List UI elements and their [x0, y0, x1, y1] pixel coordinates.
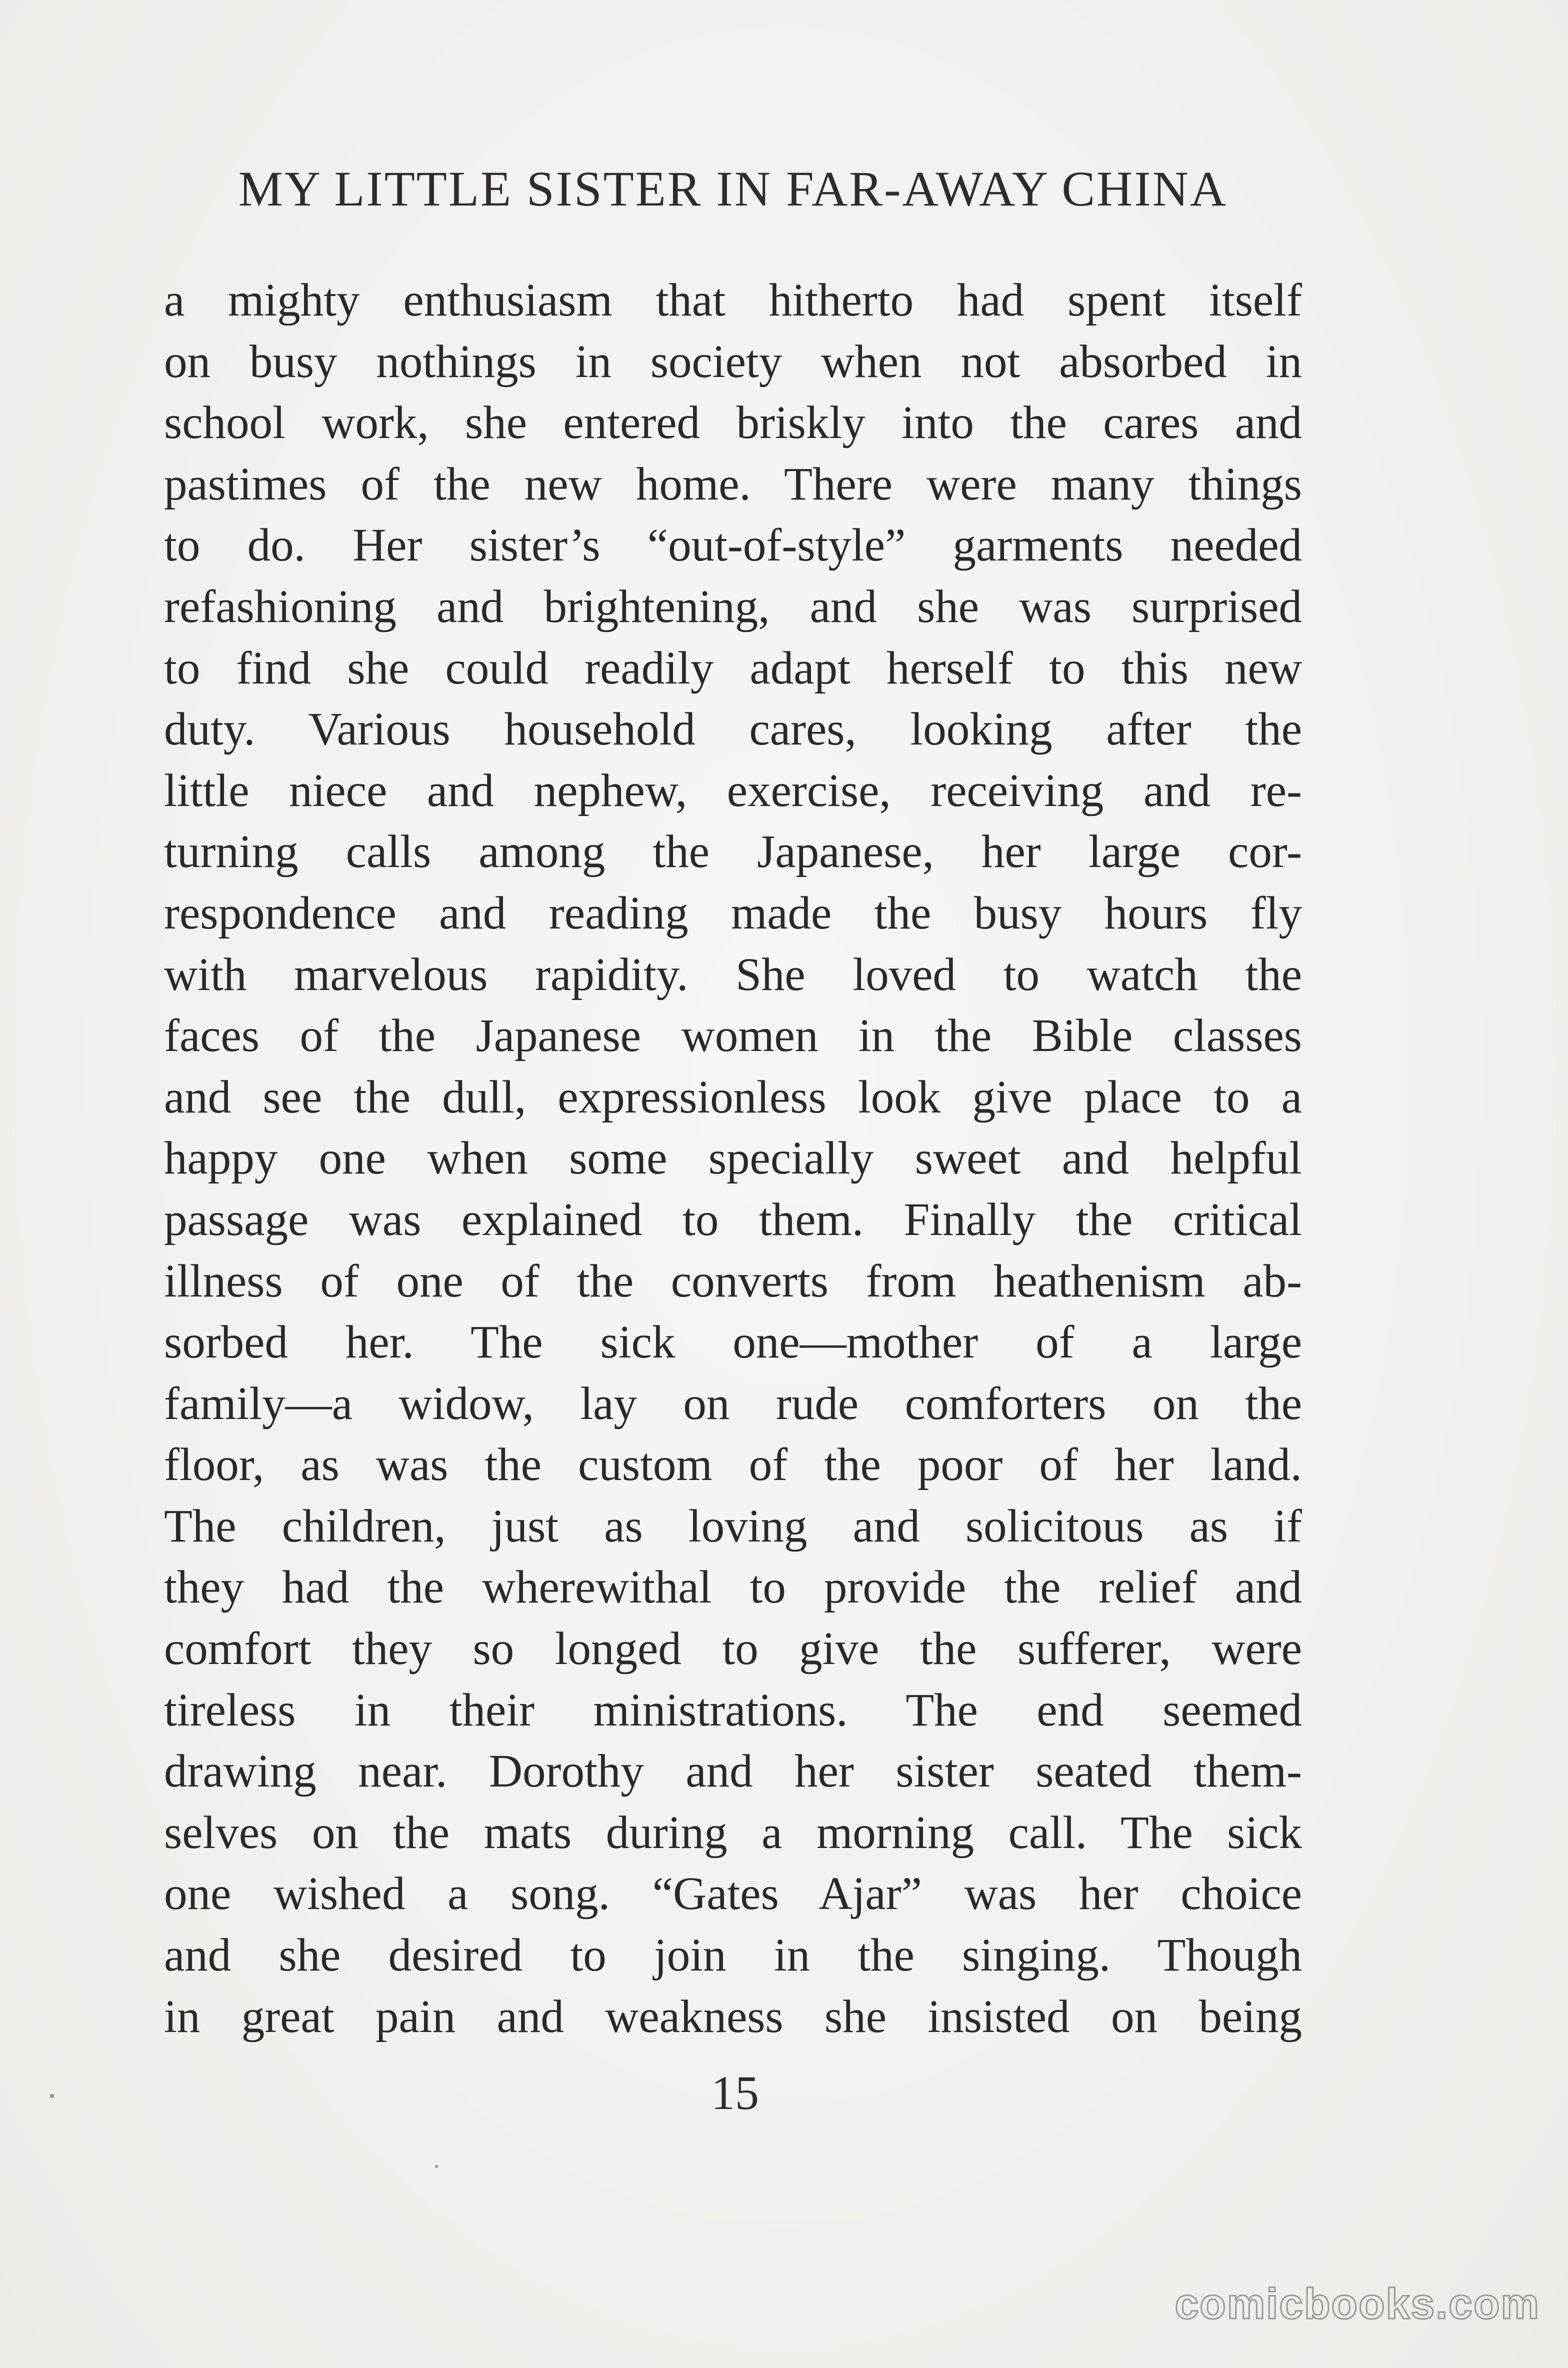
paper-speck	[435, 2165, 438, 2168]
text-line: to do. Her sister’s “out-of-style” garments needed	[164, 520, 1302, 572]
text-line: school work, she entered briskly into the cares and	[164, 397, 1302, 449]
text-line: in great pain and weakness she insisted on being	[164, 1990, 1302, 2042]
paper-speck	[50, 2094, 54, 2098]
text-line: turning calls among the Japanese, her large cor-	[164, 826, 1302, 878]
text-line: comfort they so longed to give the sufferer, were	[164, 1623, 1302, 1675]
text-line: drawing near. Dorothy and her sister seated them-	[164, 1746, 1302, 1798]
text-line: little niece and nephew, exercise, receiving and re-	[164, 764, 1302, 816]
text-line: passage was explained to them. Finally the critical	[164, 1194, 1302, 1246]
watermark: comicbooks.com	[1174, 2280, 1540, 2328]
text-line: family—a widow, lay on rude comforters on the	[164, 1378, 1302, 1430]
text-line: one wished a song. “Gates Ajar” was her choice	[164, 1868, 1302, 1920]
text-line: The children, just as loving and solicitous as if	[164, 1500, 1302, 1552]
text-line: they had the wherewithal to provide the relief and	[164, 1562, 1302, 1614]
text-line: sorbed her. The sick one—mother of a large	[164, 1316, 1302, 1368]
text-line: duty. Various household cares, looking after the	[164, 704, 1302, 756]
text-line: faces of the Japanese women in the Bible classes	[164, 1010, 1302, 1062]
running-head: MY LITTLE SISTER IN FAR-AWAY CHINA	[238, 161, 1228, 216]
text-line: on busy nothings in society when not absorbed in	[164, 336, 1302, 388]
text-line: to find she could readily adapt herself to this new	[164, 642, 1302, 694]
body-text	[164, 270, 1302, 2048]
text-line: floor, as was the custom of the poor of her land.	[164, 1439, 1302, 1491]
page-number: 15	[711, 2066, 759, 2120]
text-line: and see the dull, expressionless look give place to a	[164, 1071, 1302, 1123]
text-line: respondence and reading made the busy hours fly	[164, 887, 1302, 939]
text-line: pastimes of the new home. There were many things	[164, 458, 1302, 510]
text-line: a mighty enthusiasm that hitherto had spent itself	[164, 274, 1302, 326]
text-line: illness of one of the converts from heathenism ab-	[164, 1255, 1302, 1307]
text-line: selves on the mats during a morning call. The sick	[164, 1806, 1302, 1858]
text-line: refashioning and brightening, and she was surprised	[164, 580, 1302, 632]
text-line: tireless in their ministrations. The end seemed	[164, 1684, 1302, 1736]
text-line: with marvelous rapidity. She loved to watch the	[164, 948, 1302, 1000]
text-line: and she desired to join in the singing. Though	[164, 1930, 1302, 1982]
text-line: happy one when some specially sweet and helpful	[164, 1132, 1302, 1184]
